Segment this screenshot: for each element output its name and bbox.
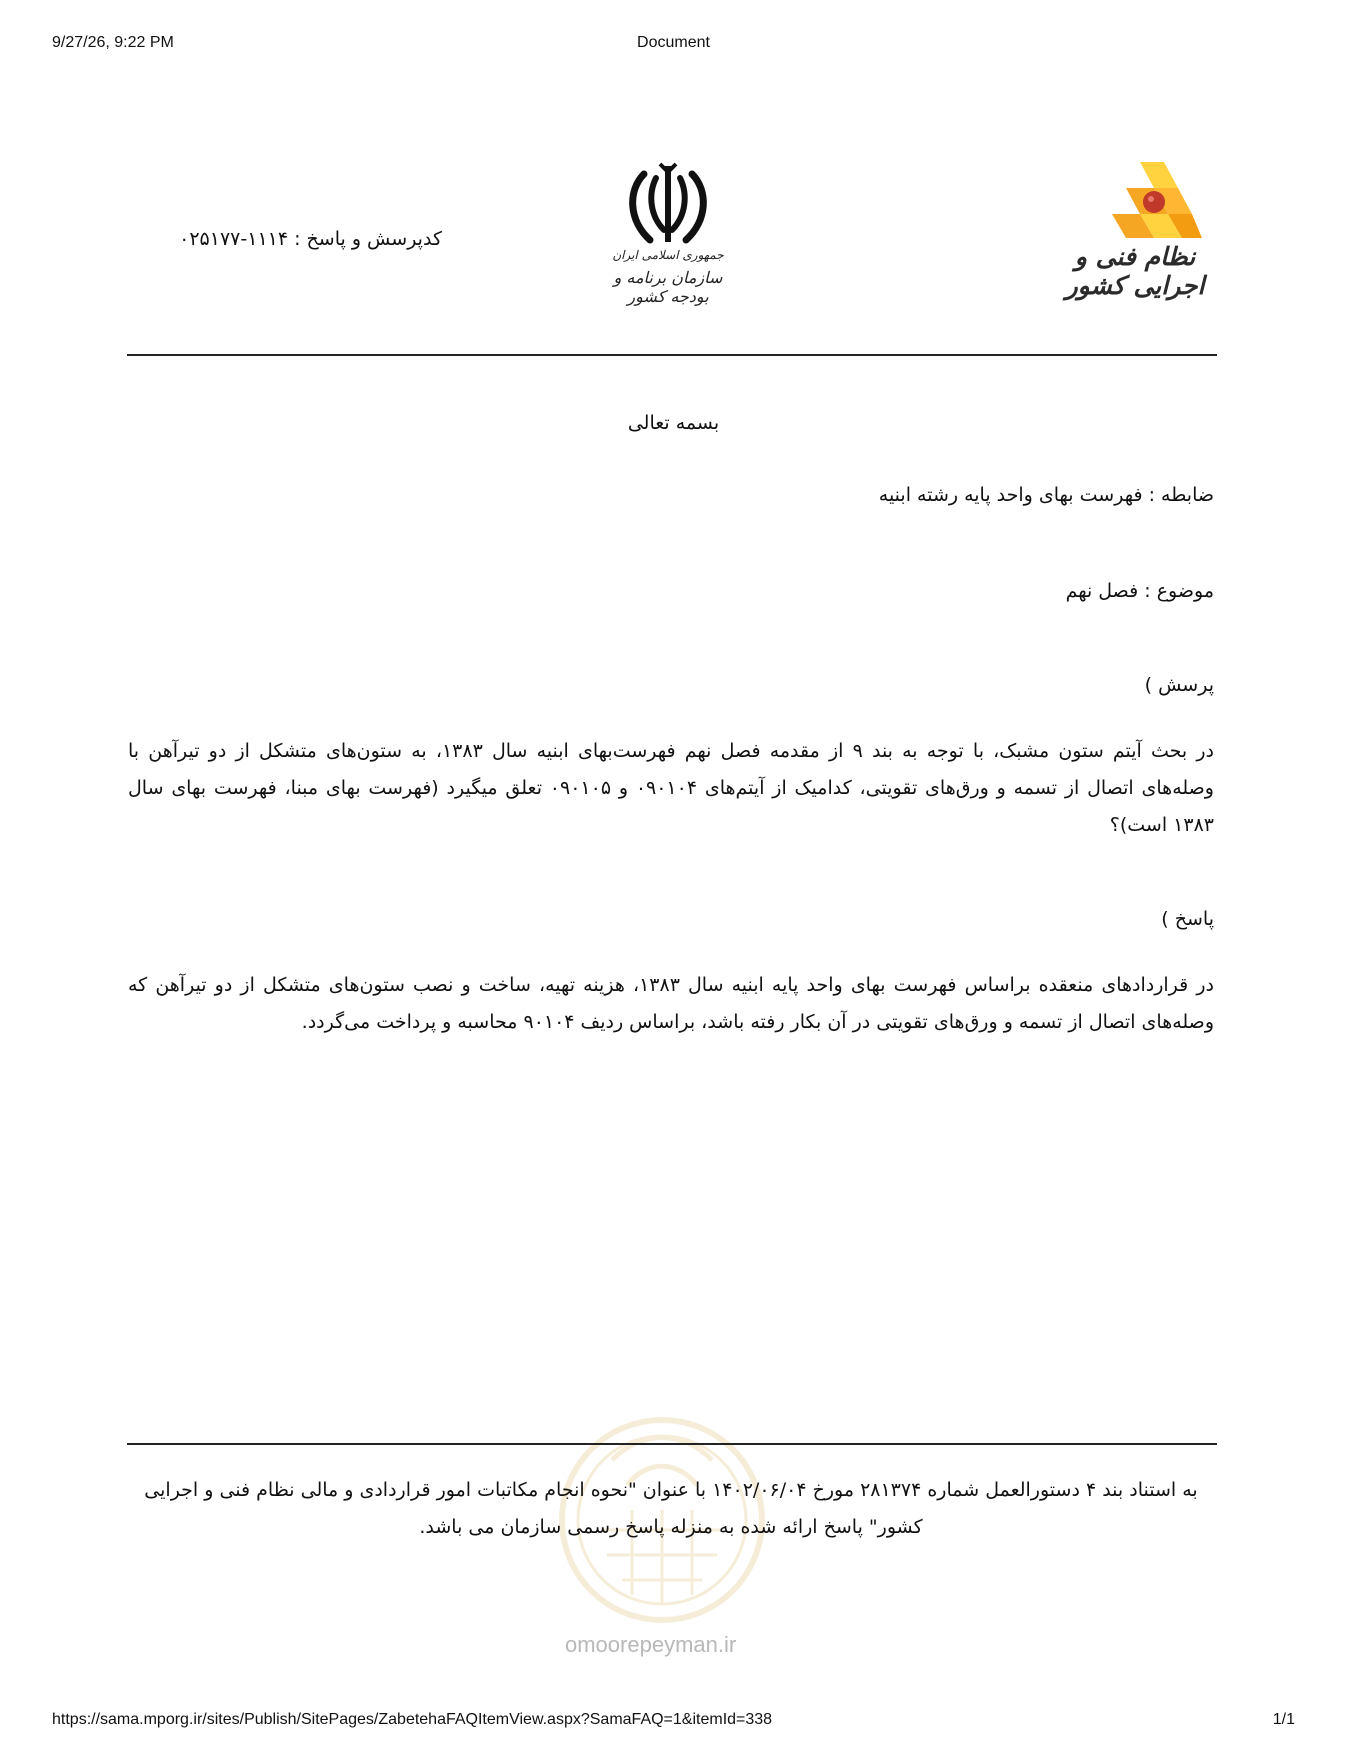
header-divider bbox=[127, 354, 1217, 356]
footer-divider bbox=[127, 1443, 1217, 1445]
question-heading: پرسش ) bbox=[1144, 674, 1214, 696]
print-url: https://sama.mporg.ir/sites/Publish/SitePages/ZabetehaFAQItemView.aspx?SamaFAQ=1&itemId=338 bbox=[52, 1711, 773, 1728]
print-page-number: 1/1 bbox=[1272, 1711, 1295, 1728]
triangle-blocks-icon bbox=[1102, 160, 1202, 240]
answer-text: در قراردادهای منعقده براساس فهرست بهای واحد پایه ابنیه سال ۱۳۸۳، هزینه تهیه، ساخت و نصب ستون‌های متشکل از دو تیرآهن که وصله‌های اتصال از تسمه و ورق‌های تقویتی در آن بکار رفته باشد، براساس ردیف ۹۰۱۰۴ محاسبه و پرداخت می‌گردد. bbox=[128, 974, 1214, 1033]
footnote: به استناد بند ۴ دستورالعمل شماره ۲۸۱۳۷۴ مورخ ۱۴۰۲/۰۶/۰۴ با عنوان "نحوه انجام مکاتبات امور قراردادی و مالی نظام فنی و اجرایی کشور" پاسخ ارائه شده به منزله پاسخ رسمی سازمان می باشد. bbox=[144, 1479, 1198, 1538]
print-title: Document bbox=[637, 34, 710, 51]
question-text: در بحث آیتم ستون مشبک، با توجه به بند ۹ از مقدمه فصل نهم فهرست‌بهای ابنیه سال ۱۳۸۳، به ستون‌های متشکل از دو تیرآهن با وصله‌های اتصال از تسمه و ورق‌های تقویتی، کدامیک از آیتم‌های ۰۹۰۱۰۴ و ۰۹۰۱۰۵ تعلق میگیرد (فهرست بهای مبنا، فهرست بهای سال ۱۳۸۳ است)؟ bbox=[128, 740, 1214, 836]
question-code: کدپرسش و پاسخ : ۱۱۱۴-۰۲۵۱۷۷ bbox=[179, 228, 442, 250]
emblem-caption-line1: جمهوری اسلامی ایران bbox=[612, 248, 724, 262]
nezam-fanni-logo bbox=[1060, 160, 1210, 300]
iran-emblem bbox=[608, 160, 728, 310]
watermark-text: omoorepeyman.ir bbox=[565, 1632, 737, 1657]
print-date: 9/27/26, 9:22 PM bbox=[52, 34, 174, 51]
nezam-fanni-logo-text: نظام فنی و اجرایی کشور bbox=[1065, 242, 1205, 300]
emblem-caption-line2: سازمان برنامه و بودجه کشور bbox=[613, 268, 723, 306]
emblem-icon bbox=[624, 160, 712, 250]
subject-line: موضوع : فصل نهم bbox=[1065, 580, 1214, 602]
basmala: بسمه تعالی bbox=[627, 412, 720, 434]
regulation-line: ضابطه : فهرست بهای واحد پایه رشته ابنیه bbox=[878, 484, 1214, 506]
answer-heading: پاسخ ) bbox=[1161, 908, 1214, 930]
